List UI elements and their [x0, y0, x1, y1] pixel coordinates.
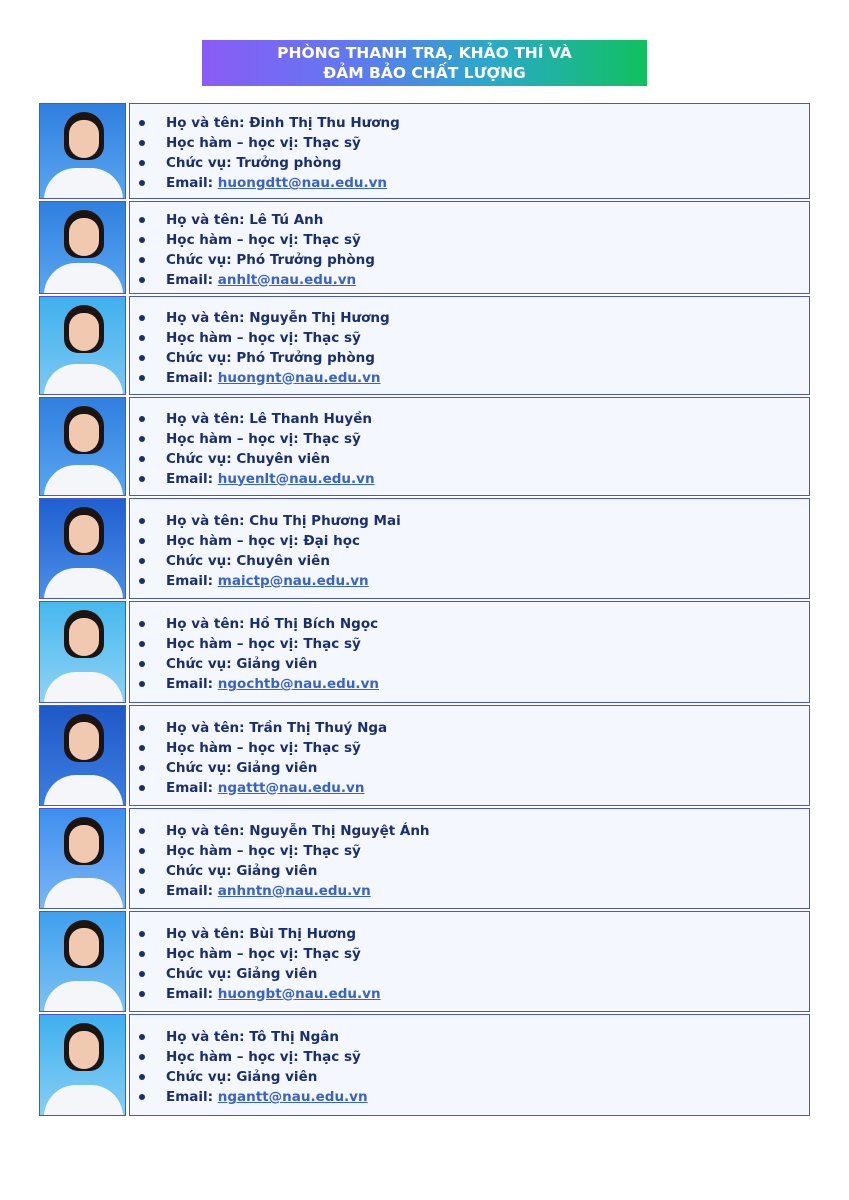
photo-face [69, 1031, 99, 1069]
staff-degree-line [158, 531, 809, 551]
staff-position-line [158, 964, 809, 984]
staff-name-line [158, 1027, 809, 1047]
staff-name: Lê Thanh Huyền [249, 410, 372, 427]
staff-degree: Thạc sỹ [303, 636, 361, 652]
photo-face [69, 928, 99, 966]
staff-position-line [158, 449, 809, 469]
position-label: Chức vụ: [166, 656, 237, 672]
staff-name: Hồ Thị Bích Ngọc [249, 616, 379, 632]
staff-info [129, 296, 810, 395]
staff-email-link[interactable]: maictp@nau.edu.vn [217, 572, 369, 589]
staff-name-line [158, 821, 809, 841]
name-label: Họ và tên: [166, 115, 250, 131]
staff-position: Giảng viên [236, 656, 318, 672]
staff-info [129, 705, 810, 806]
name-label: Họ và tên: [166, 925, 250, 942]
staff-email-line [158, 778, 809, 798]
staff-position-line [158, 1067, 809, 1087]
staff-email-line [158, 571, 809, 591]
photo-shirt [44, 568, 123, 599]
staff-email-link[interactable]: ngochtb@nau.edu.vn [217, 676, 379, 692]
photo-face [69, 414, 99, 452]
staff-photo [39, 201, 126, 294]
staff-degree-line [158, 738, 809, 758]
staff-email-link[interactable]: anhntn@nau.edu.vn [217, 882, 371, 899]
position-label: Chức vụ: [166, 349, 237, 366]
staff-position: Chuyên viên [236, 552, 330, 569]
email-label: Email: [166, 470, 218, 487]
staff-name-line [158, 409, 809, 429]
degree-label: Học hàm – học vị: [166, 636, 304, 652]
staff-row [39, 1014, 810, 1116]
staff-position-line [158, 348, 809, 368]
staff-email-link[interactable]: ngantt@nau.edu.vn [217, 1089, 368, 1105]
page-title-line-1: PHÒNG THANH TRA, KHẢO THÍ VÀ [277, 44, 572, 62]
name-label: Họ và tên: [166, 1029, 250, 1045]
staff-email-line [158, 173, 809, 193]
staff-name-line [158, 113, 809, 133]
degree-label: Học hàm – học vị: [166, 135, 304, 151]
degree-label: Học hàm – học vị: [166, 329, 304, 346]
staff-position-line [158, 250, 809, 270]
staff-name: Nguyễn Thị Nguyệt Ánh [249, 822, 430, 839]
staff-degree: Thạc sỹ [303, 1049, 361, 1065]
staff-photo [39, 705, 126, 806]
staff-name-line [158, 614, 809, 634]
staff-email-link[interactable]: huongdtt@nau.edu.vn [217, 175, 388, 191]
page-title [202, 40, 647, 86]
position-label: Chức vụ: [166, 759, 237, 776]
photo-face [69, 825, 99, 863]
staff-photo [39, 498, 126, 599]
photo-face [69, 218, 99, 256]
staff-name-line [158, 308, 809, 328]
staff-email-line [158, 674, 809, 694]
email-label: Email: [166, 1089, 218, 1105]
staff-photo [39, 103, 126, 199]
staff-email-line [158, 984, 809, 1004]
staff-position: Chuyên viên [236, 450, 330, 467]
degree-label: Học hàm – học vị: [166, 231, 304, 248]
name-label: Họ và tên: [166, 512, 250, 529]
staff-photo [39, 397, 126, 496]
photo-face [69, 722, 99, 760]
staff-row [39, 705, 810, 806]
photo-face [69, 120, 99, 158]
degree-label: Học hàm – học vị: [166, 842, 304, 859]
staff-info [129, 601, 810, 703]
staff-info [129, 201, 810, 294]
email-label: Email: [166, 779, 218, 796]
staff-position-line [158, 758, 809, 778]
staff-degree-line [158, 328, 809, 348]
staff-row [39, 498, 810, 599]
staff-name-line [158, 924, 809, 944]
photo-face [69, 515, 99, 553]
position-label: Chức vụ: [166, 251, 237, 268]
staff-email-line [158, 368, 809, 388]
email-label: Email: [166, 369, 218, 386]
name-label: Họ và tên: [166, 309, 250, 326]
email-label: Email: [166, 676, 218, 692]
staff-position-line [158, 861, 809, 881]
staff-info [129, 498, 810, 599]
staff-name: Chu Thị Phương Mai [249, 512, 401, 529]
name-label: Họ và tên: [166, 410, 250, 427]
staff-email-link[interactable]: ngattt@nau.edu.vn [217, 779, 365, 796]
staff-position: Phó Trưởng phòng [236, 251, 375, 268]
staff-email-line [158, 469, 809, 489]
staff-email-line [158, 881, 809, 901]
staff-position-line [158, 654, 809, 674]
staff-name: Tô Thị Ngân [249, 1029, 339, 1045]
staff-email-line [158, 270, 809, 290]
staff-info [129, 808, 810, 909]
staff-degree: Thạc sỹ [303, 329, 361, 346]
staff-photo [39, 911, 126, 1012]
name-label: Họ và tên: [166, 822, 250, 839]
staff-degree: Thạc sỹ [303, 430, 361, 447]
degree-label: Học hàm – học vị: [166, 945, 304, 962]
staff-photo [39, 1014, 126, 1116]
staff-degree-line [158, 1047, 809, 1067]
staff-row [39, 397, 810, 496]
staff-info [129, 911, 810, 1012]
staff-info [129, 397, 810, 496]
staff-degree: Thạc sỹ [303, 231, 361, 248]
degree-label: Học hàm – học vị: [166, 1049, 304, 1065]
staff-name: Đinh Thị Thu Hương [249, 115, 400, 131]
staff-degree: Thạc sỹ [303, 135, 361, 151]
position-label: Chức vụ: [166, 155, 237, 171]
email-label: Email: [166, 175, 218, 191]
staff-position: Giảng viên [236, 862, 318, 879]
photo-shirt [44, 775, 123, 806]
staff-degree-line [158, 944, 809, 964]
staff-position-line [158, 551, 809, 571]
photo-shirt [44, 672, 123, 703]
staff-degree: Thạc sỹ [303, 842, 361, 859]
photo-shirt [44, 263, 123, 294]
photo-shirt [44, 878, 123, 909]
staff-photo [39, 601, 126, 703]
email-label: Email: [166, 882, 218, 899]
staff-name: Lê Tú Anh [249, 211, 324, 228]
staff-row [39, 808, 810, 909]
position-label: Chức vụ: [166, 862, 237, 879]
staff-email-line [158, 1087, 809, 1107]
staff-position: Giảng viên [236, 759, 318, 776]
staff-email-link[interactable]: huongbt@nau.edu.vn [217, 985, 381, 1002]
staff-name-line [158, 511, 809, 531]
name-label: Họ và tên: [166, 211, 250, 228]
staff-email-link[interactable]: huyenlt@nau.edu.vn [217, 470, 375, 487]
email-label: Email: [166, 985, 218, 1002]
name-label: Họ và tên: [166, 616, 250, 632]
photo-shirt [44, 465, 123, 496]
staff-degree-line [158, 429, 809, 449]
staff-name: Bùi Thị Hương [249, 925, 357, 942]
staff-name-line [158, 210, 809, 230]
staff-degree: Thạc sỹ [303, 739, 361, 756]
staff-degree: Đại học [303, 532, 360, 549]
staff-position: Giảng viên [236, 965, 318, 982]
staff-info [129, 103, 810, 199]
email-label: Email: [166, 271, 218, 288]
staff-row [39, 601, 810, 703]
staff-email-link[interactable]: anhlt@nau.edu.vn [217, 271, 357, 288]
position-label: Chức vụ: [166, 552, 237, 569]
staff-info [129, 1014, 810, 1116]
staff-position: Trưởng phòng [236, 155, 342, 171]
staff-degree-line [158, 634, 809, 654]
staff-photo [39, 808, 126, 909]
staff-row [39, 103, 810, 199]
page-title-line-2: ĐẢM BẢO CHẤT LƯỢNG [323, 64, 526, 82]
staff-row [39, 201, 810, 294]
staff-position: Phó Trưởng phòng [236, 349, 375, 366]
photo-shirt [44, 981, 123, 1012]
staff-degree: Thạc sỹ [303, 945, 361, 962]
staff-row [39, 296, 810, 395]
photo-shirt [44, 364, 123, 395]
staff-list [39, 103, 810, 1118]
staff-position: Giảng viên [236, 1069, 318, 1085]
staff-degree-line [158, 133, 809, 153]
degree-label: Học hàm – học vị: [166, 739, 304, 756]
name-label: Họ và tên: [166, 719, 250, 736]
staff-degree-line [158, 230, 809, 250]
staff-position-line [158, 153, 809, 173]
photo-face [69, 618, 99, 656]
photo-shirt [44, 168, 123, 199]
degree-label: Học hàm – học vị: [166, 532, 304, 549]
staff-row [39, 911, 810, 1012]
photo-face [69, 313, 99, 351]
position-label: Chức vụ: [166, 965, 237, 982]
staff-name: Nguyễn Thị Hương [249, 309, 390, 326]
photo-shirt [44, 1085, 123, 1116]
staff-name: Trần Thị Thuý Nga [249, 719, 388, 736]
degree-label: Học hàm – học vị: [166, 430, 304, 447]
staff-email-link[interactable]: huongnt@nau.edu.vn [217, 369, 381, 386]
staff-name-line [158, 718, 809, 738]
staff-photo [39, 296, 126, 395]
staff-degree-line [158, 841, 809, 861]
position-label: Chức vụ: [166, 1069, 237, 1085]
position-label: Chức vụ: [166, 450, 237, 467]
email-label: Email: [166, 572, 218, 589]
